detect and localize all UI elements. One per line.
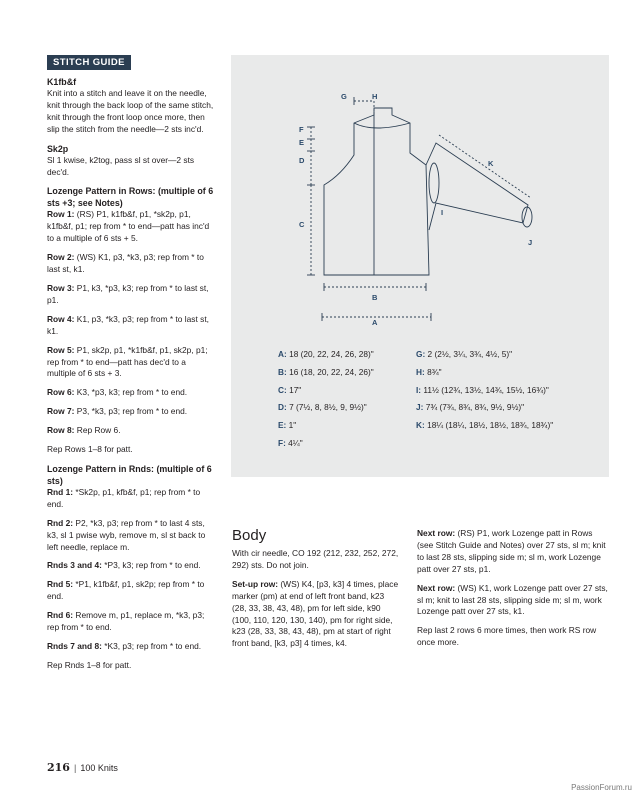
page-number: 216	[47, 761, 70, 774]
label-i: I	[441, 208, 444, 217]
measurement-j: J: 7¾ (7¾, 8¾, 8¾, 9½, 9½)"	[416, 402, 525, 413]
page-footer	[47, 761, 118, 774]
next-row: Next row: (RS) P1, work Lozenge patt in Rows (see Stitch Guide and Notes) over 27 sts, sl m; knit to last 28 sts, slipping side m; sl m, work Lozenge patt over 27 sts, p1.	[417, 528, 606, 574]
pattern-rnd: Rnds 7 and 8: *K3, p3; rep from * to end.	[47, 641, 202, 651]
measurement-b: B: 16 (18, 20, 22, 24, 26)"	[278, 366, 374, 377]
measurement-a: A: 18 (20, 22, 24, 26, 28)"	[278, 349, 374, 359]
dim-line-k	[439, 135, 531, 198]
rnds-pattern-title: Lozenge Pattern in Rnds: (multiple of 6 sts)	[47, 463, 212, 486]
book-title: 100 Knits	[80, 763, 118, 773]
measurement-g: G: 2 (2½, 3¼, 3¾, 4½, 5)"	[416, 349, 513, 359]
body-title: Body	[232, 527, 267, 544]
body-intro: With cir needle, CO 192 (212, 232, 252, 272, 292) sts. Do not join.	[232, 548, 399, 570]
measurement-k: K: 18¼ (18¼, 18½, 18½, 18¾, 18¾)"	[416, 420, 554, 431]
pattern-rnd: Rnd 6: Remove m, p1, replace m, *k3, p3; rep from * to end.	[47, 610, 205, 633]
pattern-row: Row 2: (WS) K1, p3, *k3, p3; rep from * to last st, k1.	[47, 252, 204, 275]
footer-separator: |	[73, 763, 77, 773]
measurements-right	[416, 348, 596, 437]
label-h: H	[372, 92, 378, 101]
pattern-row: Row 1: (RS) P1, k1fb&f, p1, *sk2p, p1, k1fb&f, p1; rep from * to end—patt has inc'd to a multiple of 6 sts + 5.	[47, 209, 210, 244]
pattern-row: Row 5: P1, sk2p, p1, *k1fb&f, p1, sk2p, p1; rep from * to end—patt has dec'd to a multiple of 6 sts + 3.	[47, 344, 208, 379]
measurement-h: H: 8¾"	[416, 366, 442, 377]
measurement-f: F: 4¼"	[278, 437, 303, 448]
measurements-left	[278, 348, 374, 455]
label-f: F	[299, 125, 304, 134]
watermark: PassionForum.ru	[571, 783, 632, 792]
label-e: E	[299, 138, 305, 147]
pattern-rnd: Rnd 5: *P1, k1fb&f, p1, sk2p; rep from * to end.	[47, 579, 205, 602]
stitch-guide-label: STITCH GUIDE	[47, 55, 131, 70]
measurement-e: E: 1"	[278, 420, 297, 431]
label-d: D	[299, 156, 305, 165]
measurement-c: C: 17"	[278, 384, 302, 395]
sweater-schematic	[231, 55, 609, 345]
pattern-row: Row 7: P3, *k3, p3; rep from * to end.	[47, 406, 188, 417]
collar-fold	[354, 123, 410, 128]
k1fbf-title: K1fb&f	[47, 77, 77, 87]
label-a: A	[372, 318, 378, 327]
label-k: K	[488, 159, 494, 168]
body-column-left	[232, 548, 400, 657]
pattern-row: Row 8: Rep Row 6.	[47, 425, 121, 436]
pattern-row: Row 6: K3, *p3, k3; rep from * to end.	[47, 387, 188, 398]
pattern-row: Row 4: K1, p3, *k3, p3; rep from * to last st, k1.	[47, 313, 209, 336]
armhole-ellipse	[429, 163, 439, 203]
sk2p-text: Sl 1 kwise, k2tog, pass sl st over—2 sts dec'd.	[47, 154, 195, 177]
rows-pattern-title: Lozenge Pattern in Rows: (multiple of 6 sts +3; see Notes)	[47, 186, 214, 209]
stitch-guide-column	[47, 76, 215, 672]
label-b: B	[372, 293, 378, 302]
pattern-rnd: Rnd 2: P2, *k3, p3; rep from * to last 4 sts, k3, sl 1 pwise wyb, remove m, sl st back to left needle, replace m.	[47, 517, 206, 552]
label-j: J	[528, 238, 533, 247]
rnds-repeat: Rep Rnds 1–8 for patt.	[47, 659, 132, 670]
pattern-rnd: Rnds 3 and 4: *P3, k3; rep from * to end.	[47, 560, 201, 571]
label-g: G	[341, 92, 347, 101]
body-outline	[324, 108, 429, 275]
measurement-i: I: 11½ (12¾, 13½, 14¾, 15½, 16¾)"	[416, 384, 549, 395]
setup-row: Set-up row: (WS) K4, [p3, k3] 4 times, place marker (pm) at end of left front band, k23 (28, 33, 38, 43, 48), pm for left side, k90 (100, 110, 120, 130, 140), pm for right side, k23 (28, 33, 38, 43, 48), pm at start of right front band, [k3, p3] 4 times, k4.	[232, 578, 399, 649]
pattern-rnd: Rnd 1: *Sk2p, p1, kfb&f, p1; rep from * to end.	[47, 486, 201, 509]
next-row-2: Next row: (WS) K1, work Lozenge patt over 27 sts, sl m; knit to last 28 sts, slipping side m; sl m, work Lozenge patt over 27 sts, k1.	[417, 582, 608, 617]
sk2p-title: Sk2p	[47, 143, 69, 154]
measurement-d: D: 7 (7½, 8, 8½, 9, 9½)"	[278, 402, 367, 413]
pattern-row: Row 3: P1, k3, *p3, k3; rep from * to last st, p1.	[47, 282, 209, 305]
rows-repeat: Rep Rows 1–8 for patt.	[47, 444, 133, 455]
repeat-rows: Rep last 2 rows 6 more times, then work RS row once more.	[417, 625, 597, 648]
body-column-right	[417, 528, 609, 656]
k1fbf-text: Knit into a stitch and leave it on the needle, knit through the back loop of the same stitch, knit through the front loop once more, then slip the stitch from the needle—2 sts inc'd.	[47, 88, 214, 134]
label-c: C	[299, 220, 305, 229]
schematic-panel	[231, 55, 609, 477]
